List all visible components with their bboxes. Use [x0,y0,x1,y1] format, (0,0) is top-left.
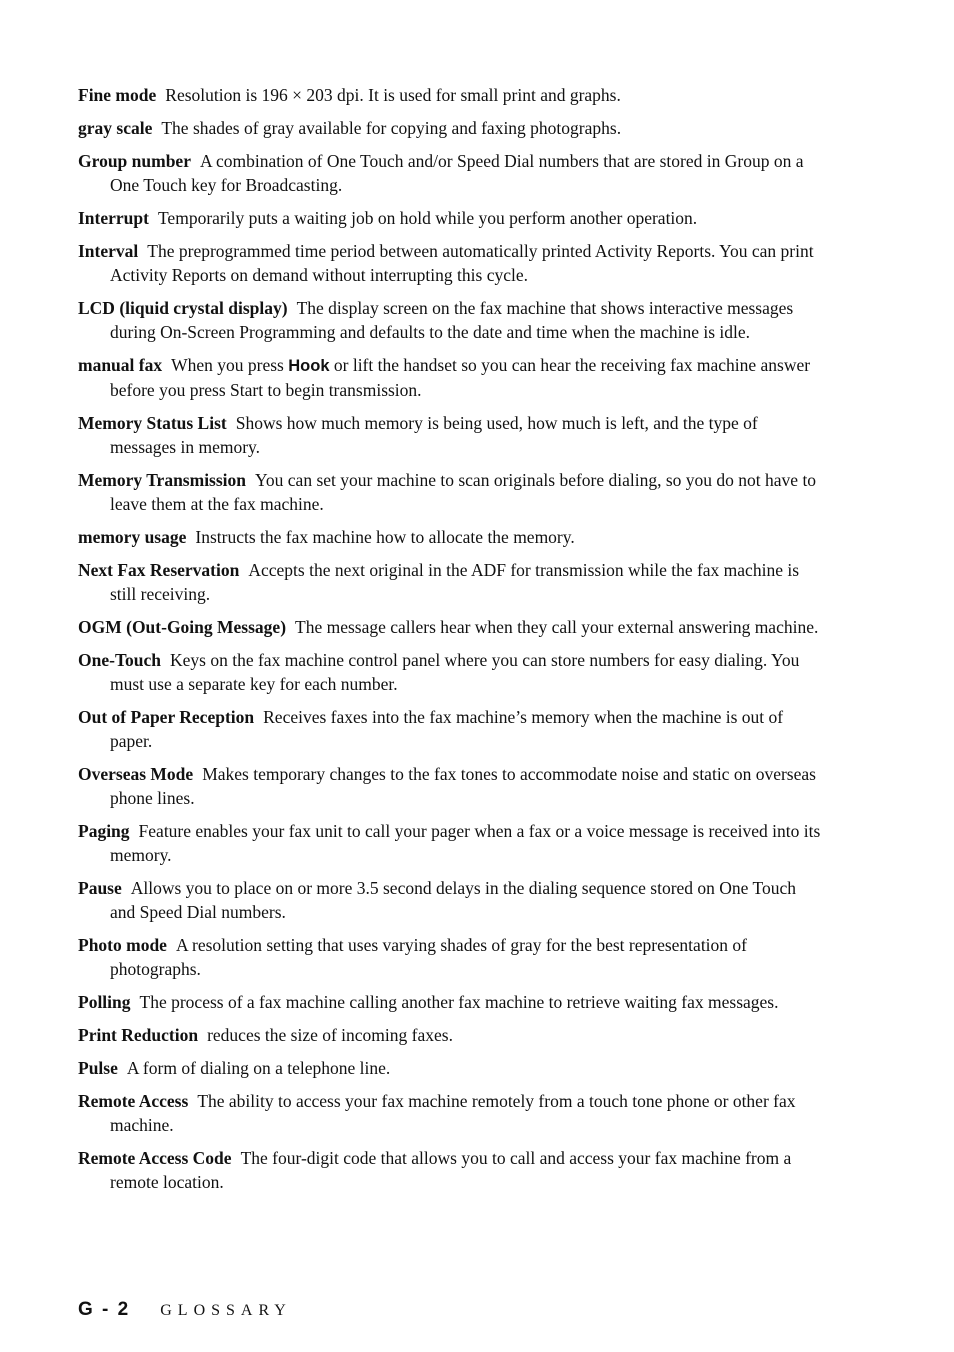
glossary-entry [78,206,823,230]
glossary-term: Remote Access Code [78,1148,232,1168]
glossary-term: OGM (Out-Going Message) [78,617,287,637]
glossary-entry [78,819,823,867]
glossary-entry [78,558,823,606]
page-footer [78,1299,292,1321]
glossary-definition: Instructs the fax machine how to allocate the memory. [195,527,575,547]
glossary-entry [78,149,823,197]
glossary-entry [78,1089,823,1137]
glossary-definition: The four-digit code that allows you to call and access your fax machine from a remote location. [110,1148,792,1192]
glossary-term: gray scale [78,118,153,138]
glossary-entry [78,525,823,549]
glossary-definition: Allows you to place on or more 3.5 second delays in the dialing sequence stored on One Touch and Speed Dial numbers. [110,878,796,922]
glossary-definition: The shades of gray available for copying and faxing photographs. [161,118,622,138]
glossary-definition: Temporarily puts a waiting job on hold while you perform another operation. [157,208,698,228]
glossary-entry [78,1056,823,1080]
section-title: GLOSSARY [160,1302,292,1319]
glossary-definition: The preprogrammed time period between automatically printed Activity Reports. You can print Activity Reports on demand without interrupting this cycle. [110,241,814,285]
glossary-definition: Makes temporary changes to the fax tones to accommodate noise and static on overseas phone lines. [110,764,816,808]
glossary-definition: A resolution setting that uses varying shades of gray for the best representation of photographs. [110,935,747,979]
glossary-entry [78,468,823,516]
glossary-entry [78,762,823,810]
glossary-term: Group number [78,151,191,171]
glossary-definition: The message callers hear when they call your external answering machine. [295,617,819,637]
glossary-term: Pulse [78,1058,118,1078]
glossary-term: manual fax [78,355,163,375]
glossary-entry [78,116,823,140]
glossary-definition: When you press [171,355,284,375]
glossary-term: Overseas Mode [78,764,194,784]
glossary-term: LCD (liquid crystal display) [78,298,288,318]
glossary-entry [78,353,823,402]
glossary-definition: Feature enables your fax unit to call your pager when a fax or a voice message is received into its memory. [110,821,821,865]
glossary-definition: You can set your machine to scan originals before dialing, so you do not have to leave them at the fax machine. [110,470,817,514]
glossary-term: Interrupt [78,208,149,228]
glossary-term: Memory Status List [78,413,227,433]
glossary-term: Paging [78,821,130,841]
glossary-entry [78,648,823,696]
glossary-entry [78,411,823,459]
glossary-entry [78,990,823,1014]
glossary-list [78,83,823,1203]
glossary-term: One-Touch [78,650,161,670]
glossary-term: Polling [78,992,131,1012]
glossary-entry [78,876,823,924]
hook-key-label: Hook [288,357,330,375]
glossary-definition: The process of a fax machine calling another fax machine to retrieve waiting fax messages. [139,992,779,1012]
glossary-term: Next Fax Reservation [78,560,240,580]
glossary-definition: A form of dialing on a telephone line. [126,1058,391,1078]
glossary-term: Out of Paper Reception [78,707,255,727]
glossary-entry [78,615,823,639]
page-number: G - 2 [78,1299,131,1320]
glossary-definition-continued: or lift the handset so you can hear the receiving fax machine answer before you press Start to begin transmission. [110,355,811,400]
glossary-term: memory usage [78,527,187,547]
glossary-definition: Shows how much memory is being used, how much is left, and the type of messages in memory. [110,413,758,457]
glossary-definition: Keys on the fax machine control panel where you can store numbers for easy dialing. You must use a separate key for each number. [110,650,800,694]
glossary-definition: Accepts the next original in the ADF for transmission while the fax machine is still receiving. [110,560,800,604]
glossary-definition: reduces the size of incoming faxes. [207,1025,453,1045]
glossary-definition: Resolution is 196 × 203 dpi. It is used for small print and graphs. [165,85,621,105]
glossary-term: Pause [78,878,122,898]
glossary-entry [78,1146,823,1194]
glossary-entry [78,83,823,107]
glossary-entry [78,933,823,981]
glossary-term: Fine mode [78,85,157,105]
glossary-term: Photo mode [78,935,167,955]
glossary-term: Print Reduction [78,1025,199,1045]
glossary-entry [78,239,823,287]
glossary-entry [78,1023,823,1047]
glossary-term: Interval [78,241,139,261]
glossary-definition: The display screen on the fax machine that shows interactive messages during On-Screen Programming and defaults to the date and time when the machine is idle. [110,298,794,342]
glossary-entry [78,705,823,753]
glossary-definition: Receives faxes into the fax machine’s memory when the machine is out of paper. [110,707,784,751]
glossary-term: Memory Transmission [78,470,247,490]
glossary-term: Remote Access [78,1091,189,1111]
glossary-definition: The ability to access your fax machine remotely from a touch tone phone or other fax machine. [110,1091,796,1135]
glossary-definition: A combination of One Touch and/or Speed Dial numbers that are stored in Group on a One Touch key for Broadcasting. [110,151,804,195]
glossary-entry [78,296,823,344]
